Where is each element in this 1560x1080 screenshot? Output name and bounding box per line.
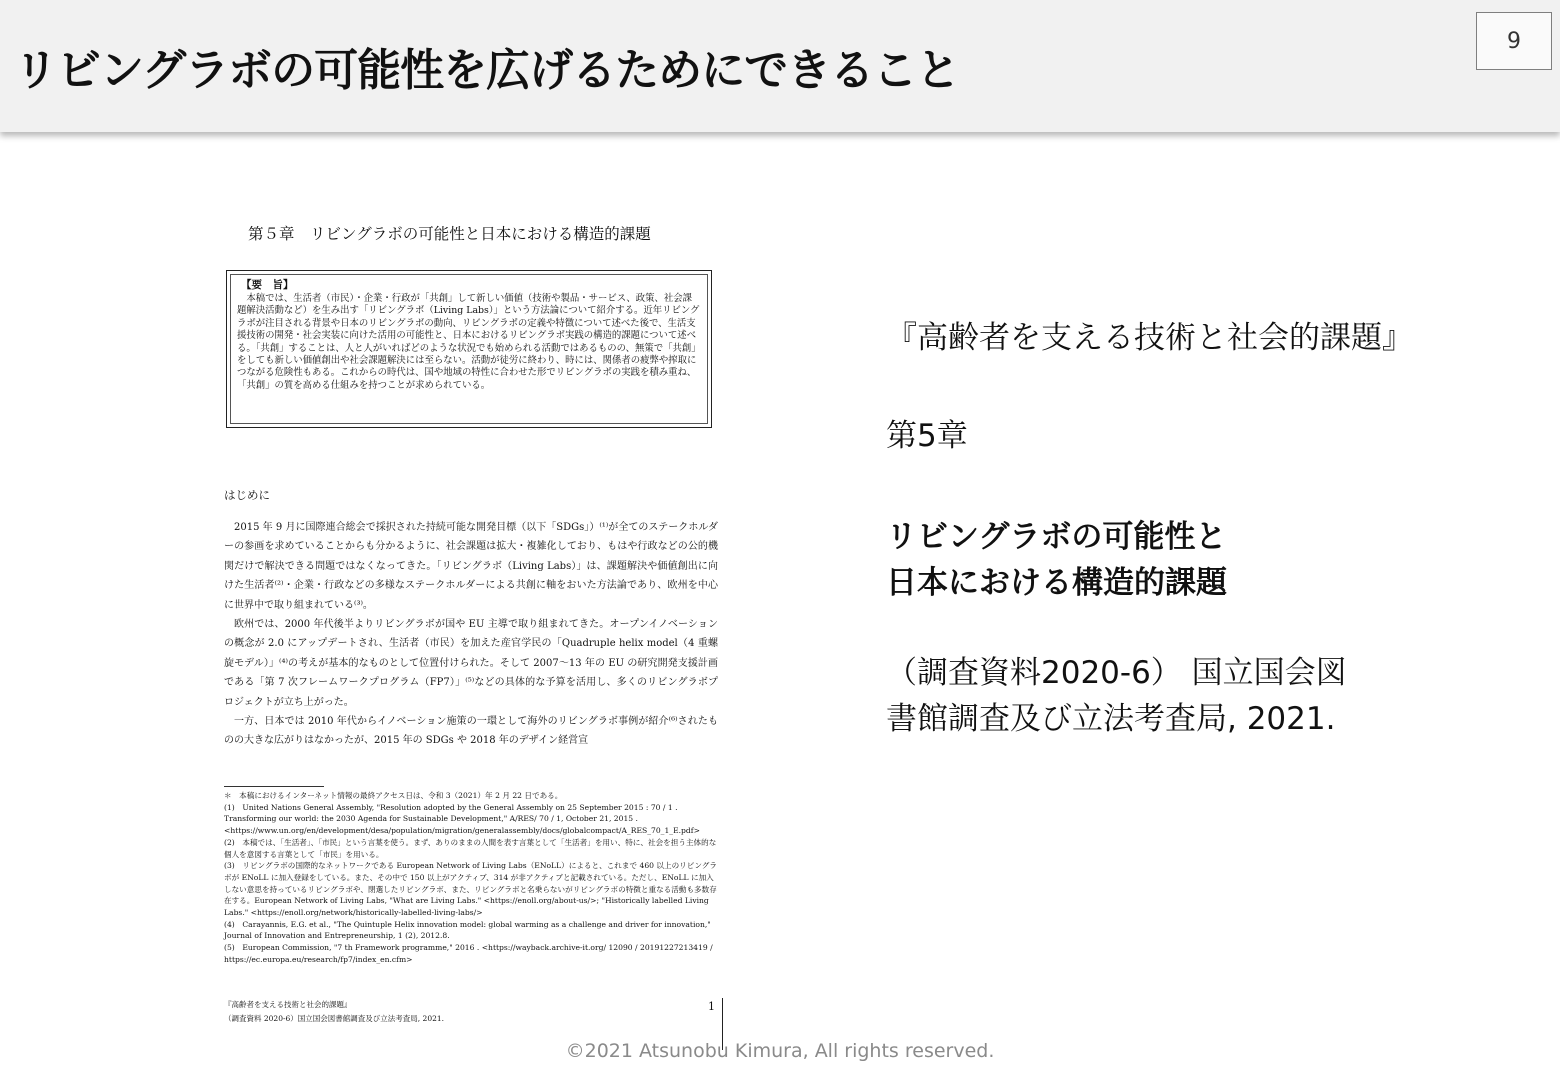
- copyright-notice: ©2021 Atsunobu Kimura, All rights reserved.: [565, 1040, 995, 1062]
- book-title: 『高齢者を支える技術と社会的課題』: [886, 320, 1413, 356]
- chapter-title-line: リビングラボの可能性と: [886, 519, 1227, 555]
- document-source: [224, 998, 444, 1026]
- footnote: (3) リビングラボの国際的なネットワークである European Network of Living Labs（ENoLL）によると、これまで 460 以上のリビングラボが ENoLL に加入登録をしている。また、その中で 150 以上がアクティブ、314 が非アクティブと記載されている。ただし、ENoLL に加入しない意思を持っているリビングラボや、閉選したリビングラボ、また、リビングラボと名乗らないがリビングラボの特徴と重なる活動も多数存在する。European Network of Living Labs, "What are Living Labs." <https://enoll.org/about-us/>; "Historically labelled Living Labs." <https://enoll.org/network/historically-labelled-living-labs/>: [224, 861, 717, 918]
- document-page-image: [218, 210, 730, 1036]
- slide-header: [0, 0, 1560, 132]
- body-paragraph: 2015 年 9 月に国際連合総会で採択された持続可能な開発目標（以下「SDGs」）⁽¹⁾が全てのステークホルダーの参画を求めていることからも分かるように、社会課題は拡大・複雑化しており、もはや行政などの公的機関だけで解決できる問題ではなくなってきた。「リビングラボ（Living Labs）」は、課題解決や価値創出に向けた生活者⁽²⁾・企業・行政などの多様なステークホルダーによる共創に軸をおいた方法論であり、欧州を中心に世界中で取り組まれている⁽³⁾。: [224, 522, 718, 611]
- footnotes: [224, 790, 718, 966]
- footnote: (2) 本稿では、「生活者」、「市民」という言葉を使う。まず、ありのままの人間を表す言葉として「生活者」を用い、特に、社会を担う主体的な個人を意図する言葉として「市民」を用いる。: [224, 837, 717, 859]
- body-paragraph: 欧州では、2000 年代後半よりリビングラボが国や EU 主導で取り組まれてきた。オープンイノベーションの概念が 2.0 にアップデートされ、生活者（市民）を加えた産官学民の「Quadruple helix model（4 重螺旋モデル）」⁽⁴⁾の考えが基本的なものとして位置付けられた。そして 2007〜13 年の EU の研究開発支援計画である「第 7 次フレームワークプログラム（FP7）」⁽⁵⁾などの具体的な予算を活用し、多くのリビングラボプロジェクトが立ち上がった。: [224, 619, 718, 708]
- chapter-title: [886, 514, 1227, 606]
- section-heading: はじめに: [224, 488, 270, 502]
- citation-line: （調査資料2020-6） 国立国会図: [886, 655, 1347, 691]
- footnote: (5) European Commission, "7 th Framework programme," 2016 . <https://wayback.archive-it.org/ 12090 / 20191227213419 / https://ec.europa.eu/research/fp7/index_en.cfm>: [224, 943, 713, 964]
- chapter-title-line: 日本における構造的課題: [886, 565, 1227, 601]
- document-source-title: 『高齢者を支える技術と社会的課題』: [224, 1000, 352, 1009]
- body-paragraph: 一方、日本では 2010 年代からイノベーション施策の一環として海外のリビングラボ事例が紹介⁽⁶⁾されたものの大きな広がりはなかったが、2015 年の SDGs や 2018 年のデザイン経営宣: [224, 716, 718, 747]
- slide-title: リビングラボの可能性を広げるためにできること: [14, 45, 960, 96]
- abstract-body: 本稿では、生活者（市民）・企業・行政が「共創」して新しい価値（技術や製品・サービス、政策、社会課題解決活動など）を生み出す「リビングラボ（Living Labs）」という方法論について紹介する。近年リビングラボが注目される背景や日本のリビングラボの動向、リビングラボの定義や特徴について述べた後で、生活支援技術の開発・社会実装に向けた活用の可能性と、日本におけるリビングラボ実践の構造的課題について述べる。「共創」することは、人と人がいればどのような状況でも始められる活動ではあるものの、無策で「共創」をしても新しい価値創出や社会課題解決には至らない。活動が徒労に終わり、時には、関係者の疲弊や搾取につながる危険性もある。これからの時代は、国や地域の特性に合わせた形でリビングラボの実践を積み重ね、「共創」の質を高める仕組みを持つことが求められている。: [237, 293, 701, 391]
- footnote-rule: [224, 786, 324, 787]
- document-body: [224, 518, 718, 751]
- document-source-publisher: （調査資料 2020-6）国立国会図書館調査及び立法考査局, 2021.: [224, 1014, 445, 1023]
- chapter-label: 第5章: [886, 418, 968, 454]
- footnote: (1) United Nations General Assembly, "Resolution adopted by the General Assembly on 25 September 2015 : 70 / 1 . Transforming our world: the 2030 Agenda for Sustainable Development," A/RES/ 70 / 1, October 21, 2015 . <https://www.un.org/en/development/desa/population/migration/generalassembly/docs/globalcompact/A_RES_70_1_E.pdf>: [224, 802, 700, 836]
- footnote: (4) Carayannis, E.G. et al., "The Quintuple Helix innovation model: global warming as a challenge and driver for innovation," Journal of Innovation and Entrepreneurship, 1 (2), 2012.8.: [224, 919, 711, 941]
- citation-line: 書館調査及び立法考査局, 2021.: [886, 701, 1336, 737]
- document-page-number: 1: [708, 1000, 715, 1013]
- slide-page-number: 9: [1476, 12, 1552, 70]
- abstract-heading: 【要 旨】: [241, 279, 294, 291]
- document-chapter-title: 第５章 リビングラボの可能性と日本における構造的課題: [248, 225, 651, 243]
- citation: [886, 650, 1347, 742]
- abstract-box: [226, 270, 712, 428]
- footnote: ＊ 本稿におけるインターネット情報の最終アクセス日は、令和 3（2021）年 2 月 22 日である。: [224, 791, 563, 800]
